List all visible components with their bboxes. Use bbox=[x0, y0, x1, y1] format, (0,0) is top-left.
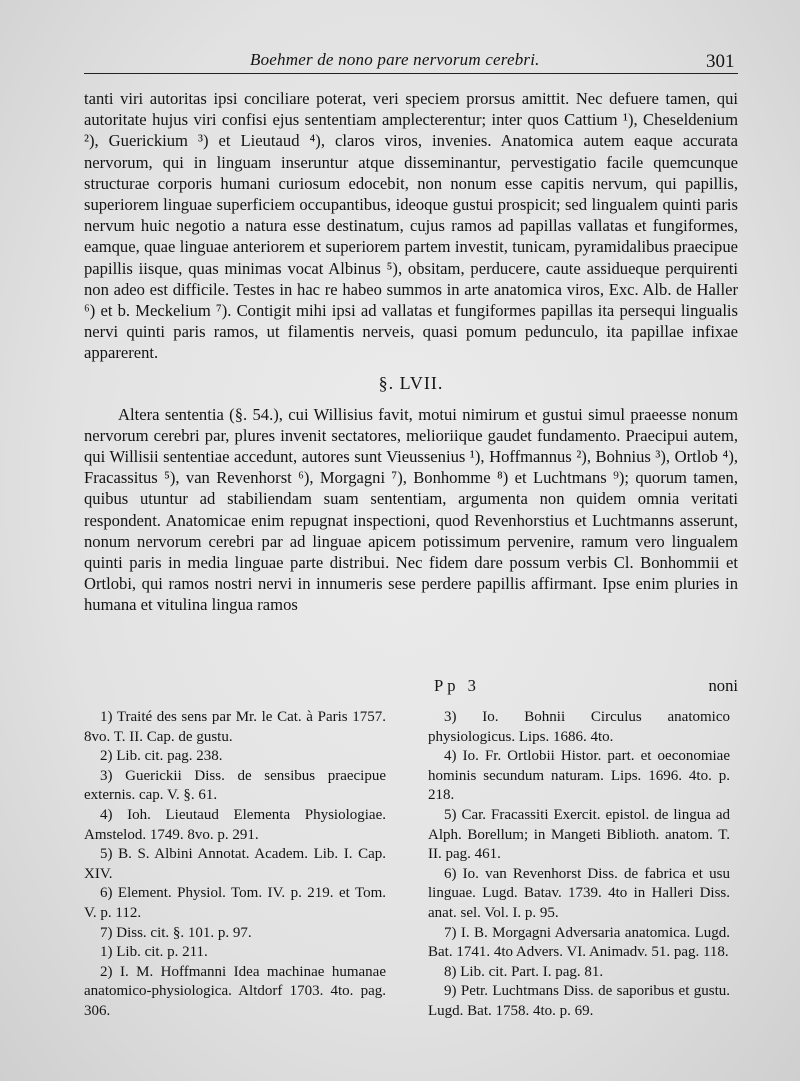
footnote: 2) Lib. cit. pag. 238. bbox=[100, 748, 223, 765]
main-text bbox=[84, 88, 738, 616]
running-title: Boehmer de nono pare nervorum cerebri. bbox=[250, 50, 540, 69]
body-paragraph: Altera sententia (§. 54.), cui Willisius favit, motui nimirum et gustui simul praeesse nonum nervorum cerebri par, plures invenit sectatores, melioriique gaudet fundamento. Praecipui autem, qui Willisii sententiae accedunt, autores sunt Vieussenius ¹), Hoffmannus ²), Bohnius ³), Ortlob ⁴), Fracassitus ⁵), van Revenhorst ⁶), Morgagni ⁷), Bonhomme ⁸) et Luchtmans ⁹); quorum tamen, quibus utuntur ad stabiliendam suam sententiam, argumenta non quidem omnia veritati respondent. Anatomicae enim repugnat inspectioni, quod Revenhorstius et Luchtmanns asserunt, nonum nervorum cerebri par ad linguae apicem potissimum pervenire, ramum vero lingualem quinti paris in media linguae parte distribui. Nec fidem dare possum verbis Cl. Bonhommii et Ortlobi, qui ramos nostri nervi in innumeris sese perdere papillis affirmant. Ipse enim pluries in humana et vitulina lingua ramos bbox=[84, 404, 738, 615]
body-paragraph: tanti viri autoritas ipsi conciliare poterat, veri speciem prorsus amittit. Nec defuere tamen, qui autoritate hujus viri confisi ejus sententiam amplecterentur; inter quos Cattium ¹), Cheseldenium ²), Guerickium ³) et Lieutaud ⁴), claros viros, invenies. Anatomica autem eaque accurata nervorum, qui in linguam inseruntur atque disseminantur, pervestigatio facile quemcunque structurae corporis humani curiosum edocebit, non nonum esse capitis nervum, qui papillis, superiorem linguae superficiem occupantibus, ideoque gustui prospicit; sed lingualem quinti paris nervum huic negotio a natura esse destinatum, cujus ramos ad papillas vallatas et fungiformes, eamque, quae linguae anteriorem et superiorem partem investit, tunicam, pyramidalibus praecipue papillis iisque, quas minimas vocat Albinus ⁵), obsitam, perducere, caute assidueque perquirenti non adeo est difficile. Testes in hac re habeo summos in arte anatomica viros, Exc. Alb. de Haller ⁶) et b. Meckelium ⁷). Contigit mihi ipsi ad vallatas et fungiformes papillas ita persequi lingualis nervi quinti paris ramos, ut filamentis nerveis, quasi pomum pedunculo, ita papillae infixae apparerent. bbox=[84, 89, 738, 363]
catchword: noni bbox=[708, 676, 738, 695]
footnote: 8) Lib. cit. Part. I. pag. 81. bbox=[444, 963, 604, 980]
section-heading: §. LVII. bbox=[378, 372, 444, 393]
footnotes-right-column bbox=[428, 708, 730, 1022]
signature-mark: Pp 3 bbox=[434, 676, 480, 695]
footnote: 5) B. S. Albini Annotat. Academ. Lib. I. Cap. XIV. bbox=[84, 846, 386, 882]
footnote: 4) Ioh. Lieutaud Elementa Physiologiae. Amstelod. 1749. 8vo. p. 291. bbox=[84, 806, 386, 843]
footnote: 7) Diss. cit. §. 101. p. 97. bbox=[100, 924, 252, 941]
footnote: 1) Traité des sens par Mr. le Cat. à Paris 1757. 8vo. T. II. Cap. de gustu. bbox=[84, 709, 386, 745]
footnote: 1) Lib. cit. p. 211. bbox=[100, 944, 208, 961]
footnote: 3) Guerickii Diss. de sensibus praecipue externis. cap. V. §. 61. bbox=[84, 767, 386, 804]
footnote: 4) Io. Fr. Ortlobii Histor. part. et oeconomiae hominis secundum naturam. Lips. 1696. 4to. p. 218. bbox=[428, 748, 730, 804]
header-rule bbox=[84, 73, 738, 74]
catchword-line bbox=[84, 676, 738, 698]
footnote: 3) Io. Bohnii Circulus anatomico physiologicus. Lips. 1686. 4to. bbox=[428, 709, 730, 745]
footnote: 6) Io. van Revenhorst Diss. de fabrica et usu linguae. Lugd. Batav. 1739. 4to in Halleri Diss. anat. sel. Vol. I. p. 95. bbox=[428, 865, 730, 921]
footnote: 5) Car. Fracassiti Exercit. epistol. de lingua ad Alph. Borellum; in Mangeti Biblioth. anatom. T. II. pag. 461. bbox=[428, 806, 730, 863]
footnotes-left-column bbox=[84, 708, 386, 1022]
footnote: 2) I. M. Hoffmanni Idea machinae humanae anatomico-physiologica. Altdorf 1703. 4to. pag. 306. bbox=[84, 963, 386, 1019]
footnote: 7) I. B. Morgagni Adversaria anatomica. Lugd. Bat. 1741. 4to Advers. VI. Animadv. 51. pag. 118. bbox=[428, 924, 730, 961]
footnote: 6) Element. Physiol. Tom. IV. p. 219. et Tom. V. p. 112. bbox=[84, 885, 386, 921]
page-number: 301 bbox=[706, 51, 735, 72]
footnote: 9) Petr. Luchtmans Diss. de saporibus et gustu. Lugd. Bat. 1758. 4to. p. 69. bbox=[428, 983, 730, 1019]
